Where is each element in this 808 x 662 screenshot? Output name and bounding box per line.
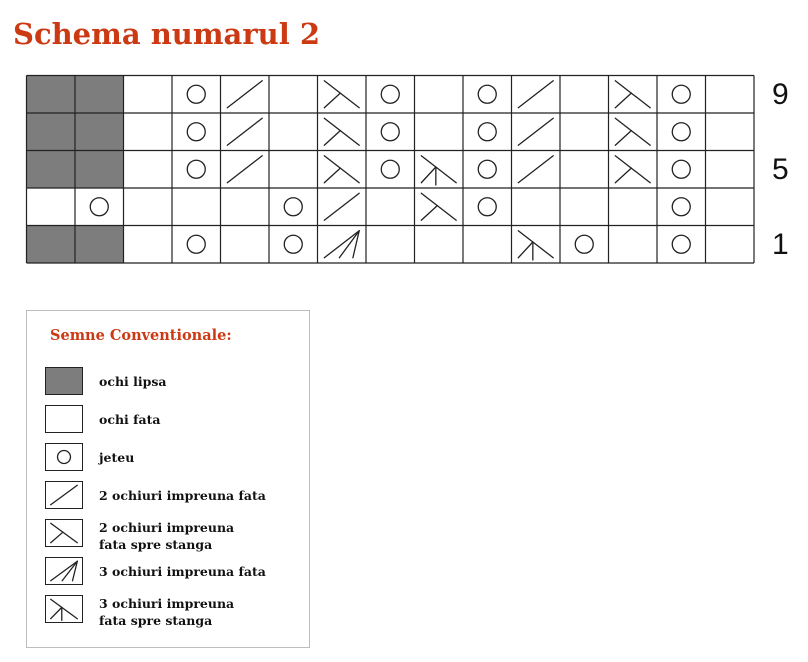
knit-stitch-icon bbox=[45, 405, 83, 433]
k2tog-icon bbox=[45, 481, 83, 509]
legend-label: ochi fata bbox=[99, 412, 161, 427]
yarn-over-cell bbox=[381, 160, 399, 178]
k2tog-cell bbox=[518, 81, 553, 108]
yarn-over-cell bbox=[575, 235, 593, 253]
k2tog-left-cell bbox=[324, 118, 359, 145]
yarn-over-cell bbox=[672, 160, 690, 178]
yarn-over-cell bbox=[381, 123, 399, 141]
yarn-over-cell bbox=[187, 160, 205, 178]
k3tog-cell bbox=[324, 231, 359, 258]
yarn-over-cell bbox=[478, 160, 496, 178]
yarn-over-cell bbox=[90, 198, 108, 216]
yarn-over-icon bbox=[45, 443, 83, 471]
k2tog-cell bbox=[51, 485, 78, 504]
yarn-over-cell bbox=[284, 235, 302, 253]
k2tog-left-cell bbox=[421, 193, 456, 220]
chart-title: Schema numarul 2 bbox=[13, 17, 321, 51]
missing-stitch-cell bbox=[75, 226, 124, 264]
missing-stitch-cell bbox=[27, 76, 76, 114]
yarn-over-cell bbox=[672, 198, 690, 216]
missing-stitch-cell bbox=[75, 113, 124, 151]
k2tog-left-icon bbox=[45, 519, 83, 547]
legend-label: ochi lipsa bbox=[99, 374, 167, 389]
yarn-over-cell bbox=[187, 235, 205, 253]
k2tog-cell bbox=[227, 118, 262, 145]
k2tog-cell bbox=[227, 156, 262, 183]
k2tog-cell bbox=[227, 81, 262, 108]
yarn-over-cell bbox=[284, 198, 302, 216]
legend-label: 3 ochiuri impreuna fata spre stanga bbox=[99, 596, 235, 628]
yarn-over-cell bbox=[672, 85, 690, 103]
yarn-over-cell bbox=[478, 198, 496, 216]
k2tog-left-cell bbox=[324, 156, 359, 183]
k3tog-left-cell bbox=[518, 231, 553, 260]
missing-stitch-cell bbox=[75, 151, 124, 189]
missing-stitch-cell bbox=[27, 113, 76, 151]
row-number-9: 9 bbox=[772, 78, 789, 111]
missing-stitch-cell bbox=[27, 151, 76, 189]
yarn-over-cell bbox=[381, 85, 399, 103]
knitting-chart bbox=[0, 0, 808, 300]
k3tog-cell bbox=[51, 561, 78, 580]
k2tog-cell bbox=[518, 156, 553, 183]
yarn-over-cell bbox=[187, 85, 205, 103]
k2tog-cell bbox=[324, 193, 359, 220]
k2tog-left-cell bbox=[615, 118, 650, 145]
missing-stitch-cell bbox=[27, 226, 76, 264]
legend-label: 2 ochiuri impreuna fata spre stanga bbox=[99, 520, 235, 552]
k3tog-left-icon bbox=[45, 595, 83, 623]
missing-stitch-cell bbox=[46, 368, 83, 395]
k3tog-left-cell bbox=[51, 599, 78, 620]
legend-label: 3 ochiuri impreuna fata bbox=[99, 564, 266, 579]
k3tog-left-cell bbox=[421, 156, 456, 185]
k2tog-left-cell bbox=[51, 523, 78, 542]
legend-title: Semne Conventionale: bbox=[50, 327, 232, 344]
yarn-over-cell bbox=[478, 85, 496, 103]
row-number-5: 5 bbox=[772, 153, 789, 186]
row-number-1: 1 bbox=[772, 228, 789, 261]
legend-label: 2 ochiuri impreuna fata bbox=[99, 488, 266, 503]
k2tog-cell bbox=[518, 118, 553, 145]
k2tog-left-cell bbox=[324, 81, 359, 108]
legend-label: jeteu bbox=[99, 450, 135, 465]
yarn-over-cell bbox=[187, 123, 205, 141]
missing-stitch-cell bbox=[75, 76, 124, 114]
yarn-over-cell bbox=[672, 235, 690, 253]
yarn-over-cell bbox=[478, 123, 496, 141]
k3tog-icon bbox=[45, 557, 83, 585]
legend-panel bbox=[26, 310, 310, 648]
yarn-over-cell bbox=[672, 123, 690, 141]
missing-stitch-icon bbox=[45, 367, 83, 395]
k2tog-left-cell bbox=[615, 81, 650, 108]
k2tog-left-cell bbox=[615, 156, 650, 183]
yarn-over-cell bbox=[58, 451, 71, 464]
